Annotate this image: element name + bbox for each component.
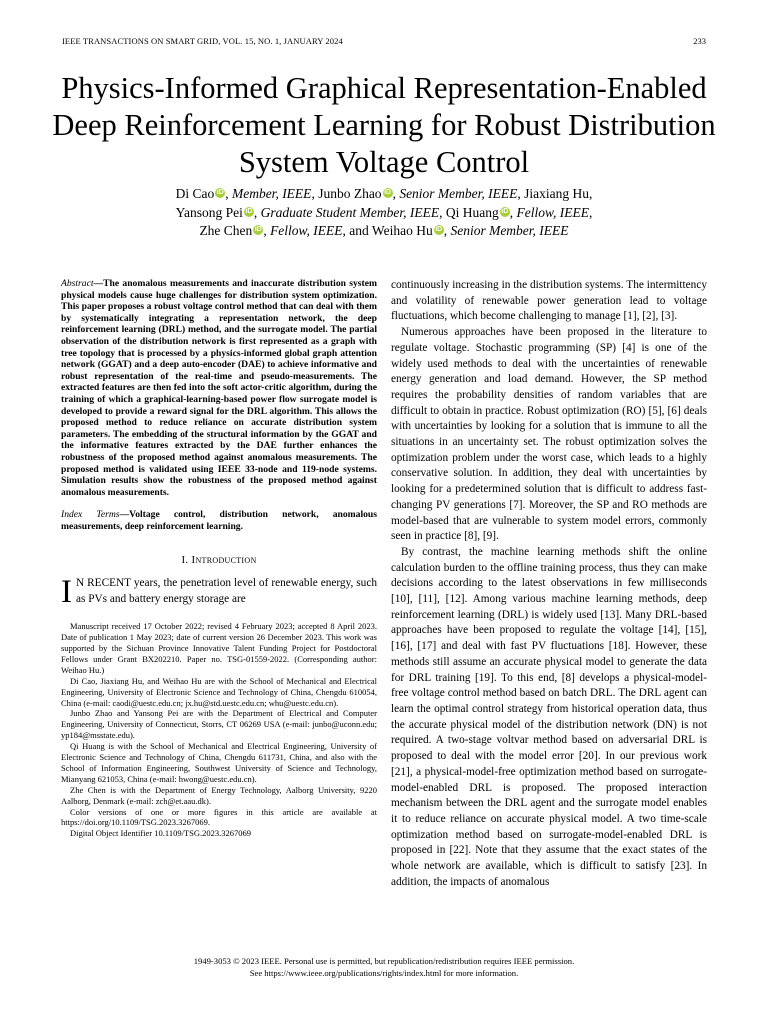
running-header: IEEE TRANSACTIONS ON SMART GRID, VOL. 15, NO. 1, JANUARY 2024 — [62, 36, 343, 46]
drop-cap: I — [61, 573, 72, 610]
author-role: Member, IEEE — [231, 186, 312, 201]
right-column — [391, 278, 707, 890]
body-paragraph: By contrast, the machine learning methods shift the online calculation burden to the offline training process, thus they can make decisions according to the latest observations in few milliseconds [10], [11], [12]. Among various machine learning methods, deep reinforcement learning (DRL) is widely used [13]. Many DRL-based approaches have been proposed to regulate the voltage [14], [15], [16], [17] and deal with fast PV fluctuations [18]. However, these methods still assume an accurate physical model to generate the data for DRL training [19]. To this end, [8] develops a physical-model-free voltage control method based on batch DRL. The DRL agent can learn the optimal control strategy from historical operation data, thus the accurate physical model of the distribution network (DN) is not required. A two-stage voltvar method based on adversarial DRL is proposed to deal with the model error [20]. In our previous work [21], a physical-model-free optimization method based on surrogate-model-enabled DRL is proposed. The proposed interaction mechanism between the DRL agent and the surrogate model enables it to reduce reliance on accurate physical model. A two time-scale optimization method based on surrogate-model-enabled DRL is proposed in [22]. Note that they assume that the exact states of the whole network are available, which is difficult to satisfy [23]. In addition, the impacts of anomalous — [391, 545, 707, 888]
author-name: Qi Huang — [445, 204, 499, 220]
index-terms: Index Terms—Voltage control, distribution network, anomalous measurements, deep reinforcement learning. — [61, 509, 378, 532]
orcid-icon[interactable]: iD — [245, 207, 253, 215]
index-terms-label: Index Terms — [61, 509, 120, 521]
abstract: Abstract—The anomalous measurements and inaccurate distribution system physical models cause huge challenges for distribution system optimization. This paper proposes a robust voltage control method that can deal with them by systematically integrating a representation network, the deep reinforcement learning (DRL) method, and the surrogate model. The partial observation of the distribution network is first represented as a graph with tree topology that is processed by a physics-informed global graph attention network (GGAT) and a deep auto-encoder (DAE) to achieve informative and robust representation of the real-time and pseudo-measurements. The extracted features are then fed into the soft actor-critic algorithm, during the training of which a graphical-learning-based power flow surrogate model is developed to provide a reward signal for the DRL algorithm. This allows the proposed method to reduce reliance on accurate distribution system parameters. The embedding of the structural information by the GGAT and the informative features extracted by the DAE further enhances the robustness of the proposed method against anomalous measurements. The proposed method is validated using IEEE 33-node and 119-node systems. Simulation results show the robustness of the proposed method against anomalous measurements. — [61, 278, 377, 498]
footnotes — [61, 621, 377, 839]
author-name: Yansong Pei — [175, 204, 243, 220]
footnote: Qi Huang is with the School of Mechanical and Electrical Engineering, University of Electronic Science and Technology of China, Chengdu 611731, China, and also with the School of Information Engineering, Southwest University of Science and Technology, Mianyang 621053, China (e-mail: hwong@uestc.edu.cn). — [61, 741, 377, 784]
author-role: Fellow, IEEE — [516, 204, 589, 220]
left-column — [61, 278, 377, 839]
footnote-doi: Digital Object Identifier 10.1109/TSG.2023.3267069 — [70, 828, 251, 839]
body-paragraph: continuously increasing in the distribution systems. The intermittency and volatility of renewable power generation lead to voltage fluctuations, which become challenging to manage [1], [2], [3]. — [391, 279, 707, 323]
orcid-icon[interactable]: iD — [435, 226, 443, 233]
section-heading: I. Introduction — [181, 554, 257, 567]
author-name: Weihao Hu — [371, 223, 433, 238]
orcid-icon[interactable]: iD — [384, 189, 392, 196]
paper-title: Physics-Informed Graphical Representation-Enabled Deep Reinforcement Learning for Robust Distribution System Voltage Control — [52, 71, 716, 179]
orcid-icon[interactable]: iD — [254, 226, 262, 233]
orcid-icon[interactable]: iD — [501, 207, 509, 215]
copyright-notice — [40, 955, 728, 979]
author-name: Zhe Chen — [199, 223, 253, 238]
author-role: Fellow, IEEE — [270, 223, 343, 238]
footnote: Manuscript received 17 October 2022; revised 4 February 2023; accepted 8 April 2023. Date of publication 1 May 2023; date of current version 26 December 2023. This work was supported by the Sichuan Province Innovative Talent Funding Project for Postdoctoral Fellows under Grant BX202210. Paper no. TSG-01559-2022. (Corresponding author: Weihao Hu.) — [61, 621, 377, 675]
author-role: Senior Member, IEEE — [399, 186, 518, 201]
author-name: Di Cao — [175, 186, 215, 201]
author-role: Senior Member, IEEE — [450, 223, 569, 238]
author-list: Di Cao iD , Member, IEEE, Junbo Zhao iD , Senior Member, IEEE, Jiaxiang Hu, Yansong Pei iD , Graduate Student Member, IEEE, Qi Huang iD , Fellow, IEEE, Zhe Chen iD , Fellow, IEEE, and Weihao Hu iD , Senior Member, IEEE — [175, 186, 593, 238]
rights-link[interactable]: See https://www.ieee.org/publications/rights/index.html for more information. — [249, 968, 519, 978]
orcid-icon[interactable]: iD — [216, 189, 224, 196]
intro-text: N RECENT years, the penetration level of renewable energy, such as PVs and battery energy storage are — [76, 576, 377, 605]
index-terms-text: Voltage control, distribution network, anomalous measurements, deep reinforcement learning. — [61, 509, 378, 532]
abstract-text: The anomalous measurements and inaccurate distribution system physical models cause huge challenges for distribution system optimization. This paper proposes a robust voltage control method that can deal with them by systematically integrating a representation network, the deep reinforcement learning (DRL) method, and the surrogate model. The partial observation of the distribution network is first represented as a graph with tree topology that is processed by a physics-informed global graph attention network (GGAT) and a deep auto-encoder (DAE) to achieve informative and robust representation of the real-time and pseudo-measurements. The extracted features are then fed into the soft actor-critic algorithm, during the training of which a graphical-learning-based power flow surrogate model is developed to provide a reward signal for the DRL algorithm. This allows the proposed method to reduce reliance on accurate distribution system parameters. The embedding of the structural information by the GGAT and the informative features extracted by the DAE further enhances the robustness of the proposed method against anomalous measurements. The proposed method is validated using IEEE 33-node and 119-node systems. Simulation results show the robustness of the proposed method against anomalous measurements. — [61, 278, 377, 498]
author-name: Junbo Zhao — [318, 186, 382, 201]
copyright-line: 1949-3053 © 2023 IEEE. Personal use is permitted, but republication/redistribution requires IEEE permission. — [193, 956, 575, 966]
footnote: Zhe Chen is with the Department of Energy Technology, Aalborg University, 9220 Aalborg, Denmark (e-mail: zch@et.aau.dk). — [61, 784, 377, 806]
author-name: Jiaxiang Hu — [524, 186, 590, 201]
page-number: 233 — [693, 36, 706, 46]
intro-paragraph — [61, 573, 377, 610]
abstract-label: Abstract — [61, 278, 94, 289]
footnote: Di Cao, Jiaxiang Hu, and Weihao Hu are with the School of Mechanical and Electrical Engineering, University of Electronic Science and Technology of China, Chengdu 610054, China (e-mail: caodi@uestc.edu.cn; jx.hu@std.uestc.edu.cn; whu@uestc.edu.cn). — [61, 675, 377, 708]
author-role: Graduate Student Member, IEEE — [260, 204, 440, 220]
footnote: Junbo Zhao and Yansong Pei are with the Department of Electrical and Computer Engineering, University of Connecticut, Storrs, CT 06269 USA (e-mail: junbo@uconn.edu; yp184@msstate.edu). — [61, 708, 377, 741]
footnote[interactable]: Color versions of one or more figures in this article are available at https://doi.org/10.1109/TSG.2023.3267069. — [61, 806, 377, 828]
body-paragraph: Numerous approaches have been proposed in the literature to regulate voltage. Stochastic programming (SP) [4] is one of the widely used methods to deal with the uncertainties of renewable energy generation and load demand. However, the SP method requires the probability densities of random variables that are difficult to obtain in practice. Robust optimization (RO) [5], [6] deals with uncertainties by looking for a solution that is immune to all the situations in an uncertainty set. The robust optimization solves the optimization problem under the worst case, which leads to a highly conservative solution. In addition, they deal with uncertainties by looking for a predetermined solution that is difficult to address fast-changing PV generations [7]. Moreover, the SP and RO methods are model-based that are vulnerable to system model errors, commonly seen in practice [8], [9]. — [391, 326, 707, 543]
